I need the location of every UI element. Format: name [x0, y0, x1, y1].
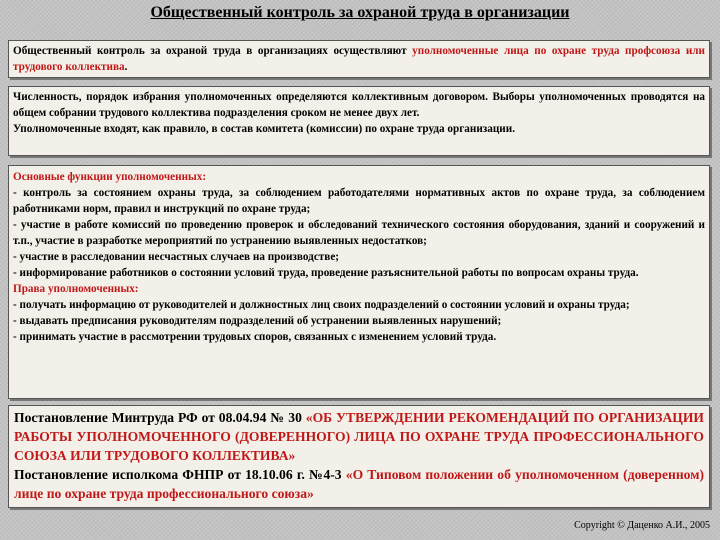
- regulation-1: [14, 408, 704, 465]
- intro-box: [8, 40, 710, 78]
- committee-paragraph: Уполномоченные входят, как правило, в состав комитета (комиссии) по охране труда организации.: [13, 123, 515, 135]
- function-item: - контроль за состоянием охраны труда, за соблюдением работодателями нормативных актов по охране труда, за соблюдением работниками норм, правил и инструкций по охране труда;: [13, 187, 705, 215]
- function-item: - информирование работников о состоянии условий труда, проведение разъяснительной работы по вопросам охраны труда.: [13, 267, 639, 279]
- function-item: - участие в расследовании несчастных случаев на производстве;: [13, 251, 340, 263]
- intro-end: .: [124, 61, 128, 73]
- rights-item: - получать информацию от руководителей и должностных лиц своих подразделений о состоянии условий и охраны труда;: [13, 299, 630, 311]
- election-box: [8, 86, 710, 156]
- intro-highlight: уполномоченные лица по охране труда профсоюза или трудового коллектива: [13, 45, 705, 73]
- regulation-2-title: «О Типовом положении об уполномоченном (доверенном) лице по охране труда профессионального союза»: [14, 467, 704, 501]
- rights-item: - принимать участие в рассмотрении трудовых споров, связанных с изменением условий труда.: [13, 331, 497, 343]
- regulation-2-prefix: Постановление исполкома ФНПР от 18.10.06 г. №4-3: [14, 467, 346, 482]
- regulation-2: [14, 465, 704, 503]
- function-item: - участие в работе комиссий по проведению проверок и обследований технического состояния оборудования, зданий и сооружений и т.п., участие в разработке мероприятий по устранению выявленных недостатков;: [13, 219, 705, 247]
- intro-paragraph: [13, 43, 705, 75]
- intro-text: Общественный контроль за охраной труда в организациях осуществляют: [13, 45, 413, 57]
- copyright-text: Copyright © Даценко А.И., 2005: [574, 520, 710, 531]
- regulation-1-prefix: Постановление Минтруда РФ от 08.04.94 № 30: [14, 410, 306, 425]
- rights-heading: Права уполномоченных:: [13, 283, 139, 295]
- regulation-1-title: «ОБ УТВЕРЖДЕНИИ РЕКОМЕНДАЦИЙ ПО ОРГАНИЗАЦИИ РАБОТЫ УПОЛНОМОЧЕННОГО (ДОВЕРЕННОГО) ЛИЦА ПО ОХРАНЕ ТРУДА ПРОФЕССИОНАЛЬНОГО СОЮЗА ИЛИ ТРУДОВОГО КОЛЛЕКТИВА»: [14, 410, 704, 463]
- functions-box: [8, 165, 710, 399]
- functions-heading: Основные функции уполномоченных:: [13, 171, 207, 183]
- regulations-box: [8, 405, 710, 508]
- election-paragraph: Численность, порядок избрания уполномоченных определяются коллективным договором. Выборы уполномоченных проводятся на общем собрании трудового коллектива подразделения сроком не менее двух лет.: [13, 91, 705, 119]
- rights-item: - выдавать предписания руководителям подразделений об устранении выявленных нарушений;: [13, 315, 502, 327]
- page-title: Общественный контроль за охраной труда в организации: [150, 4, 570, 21]
